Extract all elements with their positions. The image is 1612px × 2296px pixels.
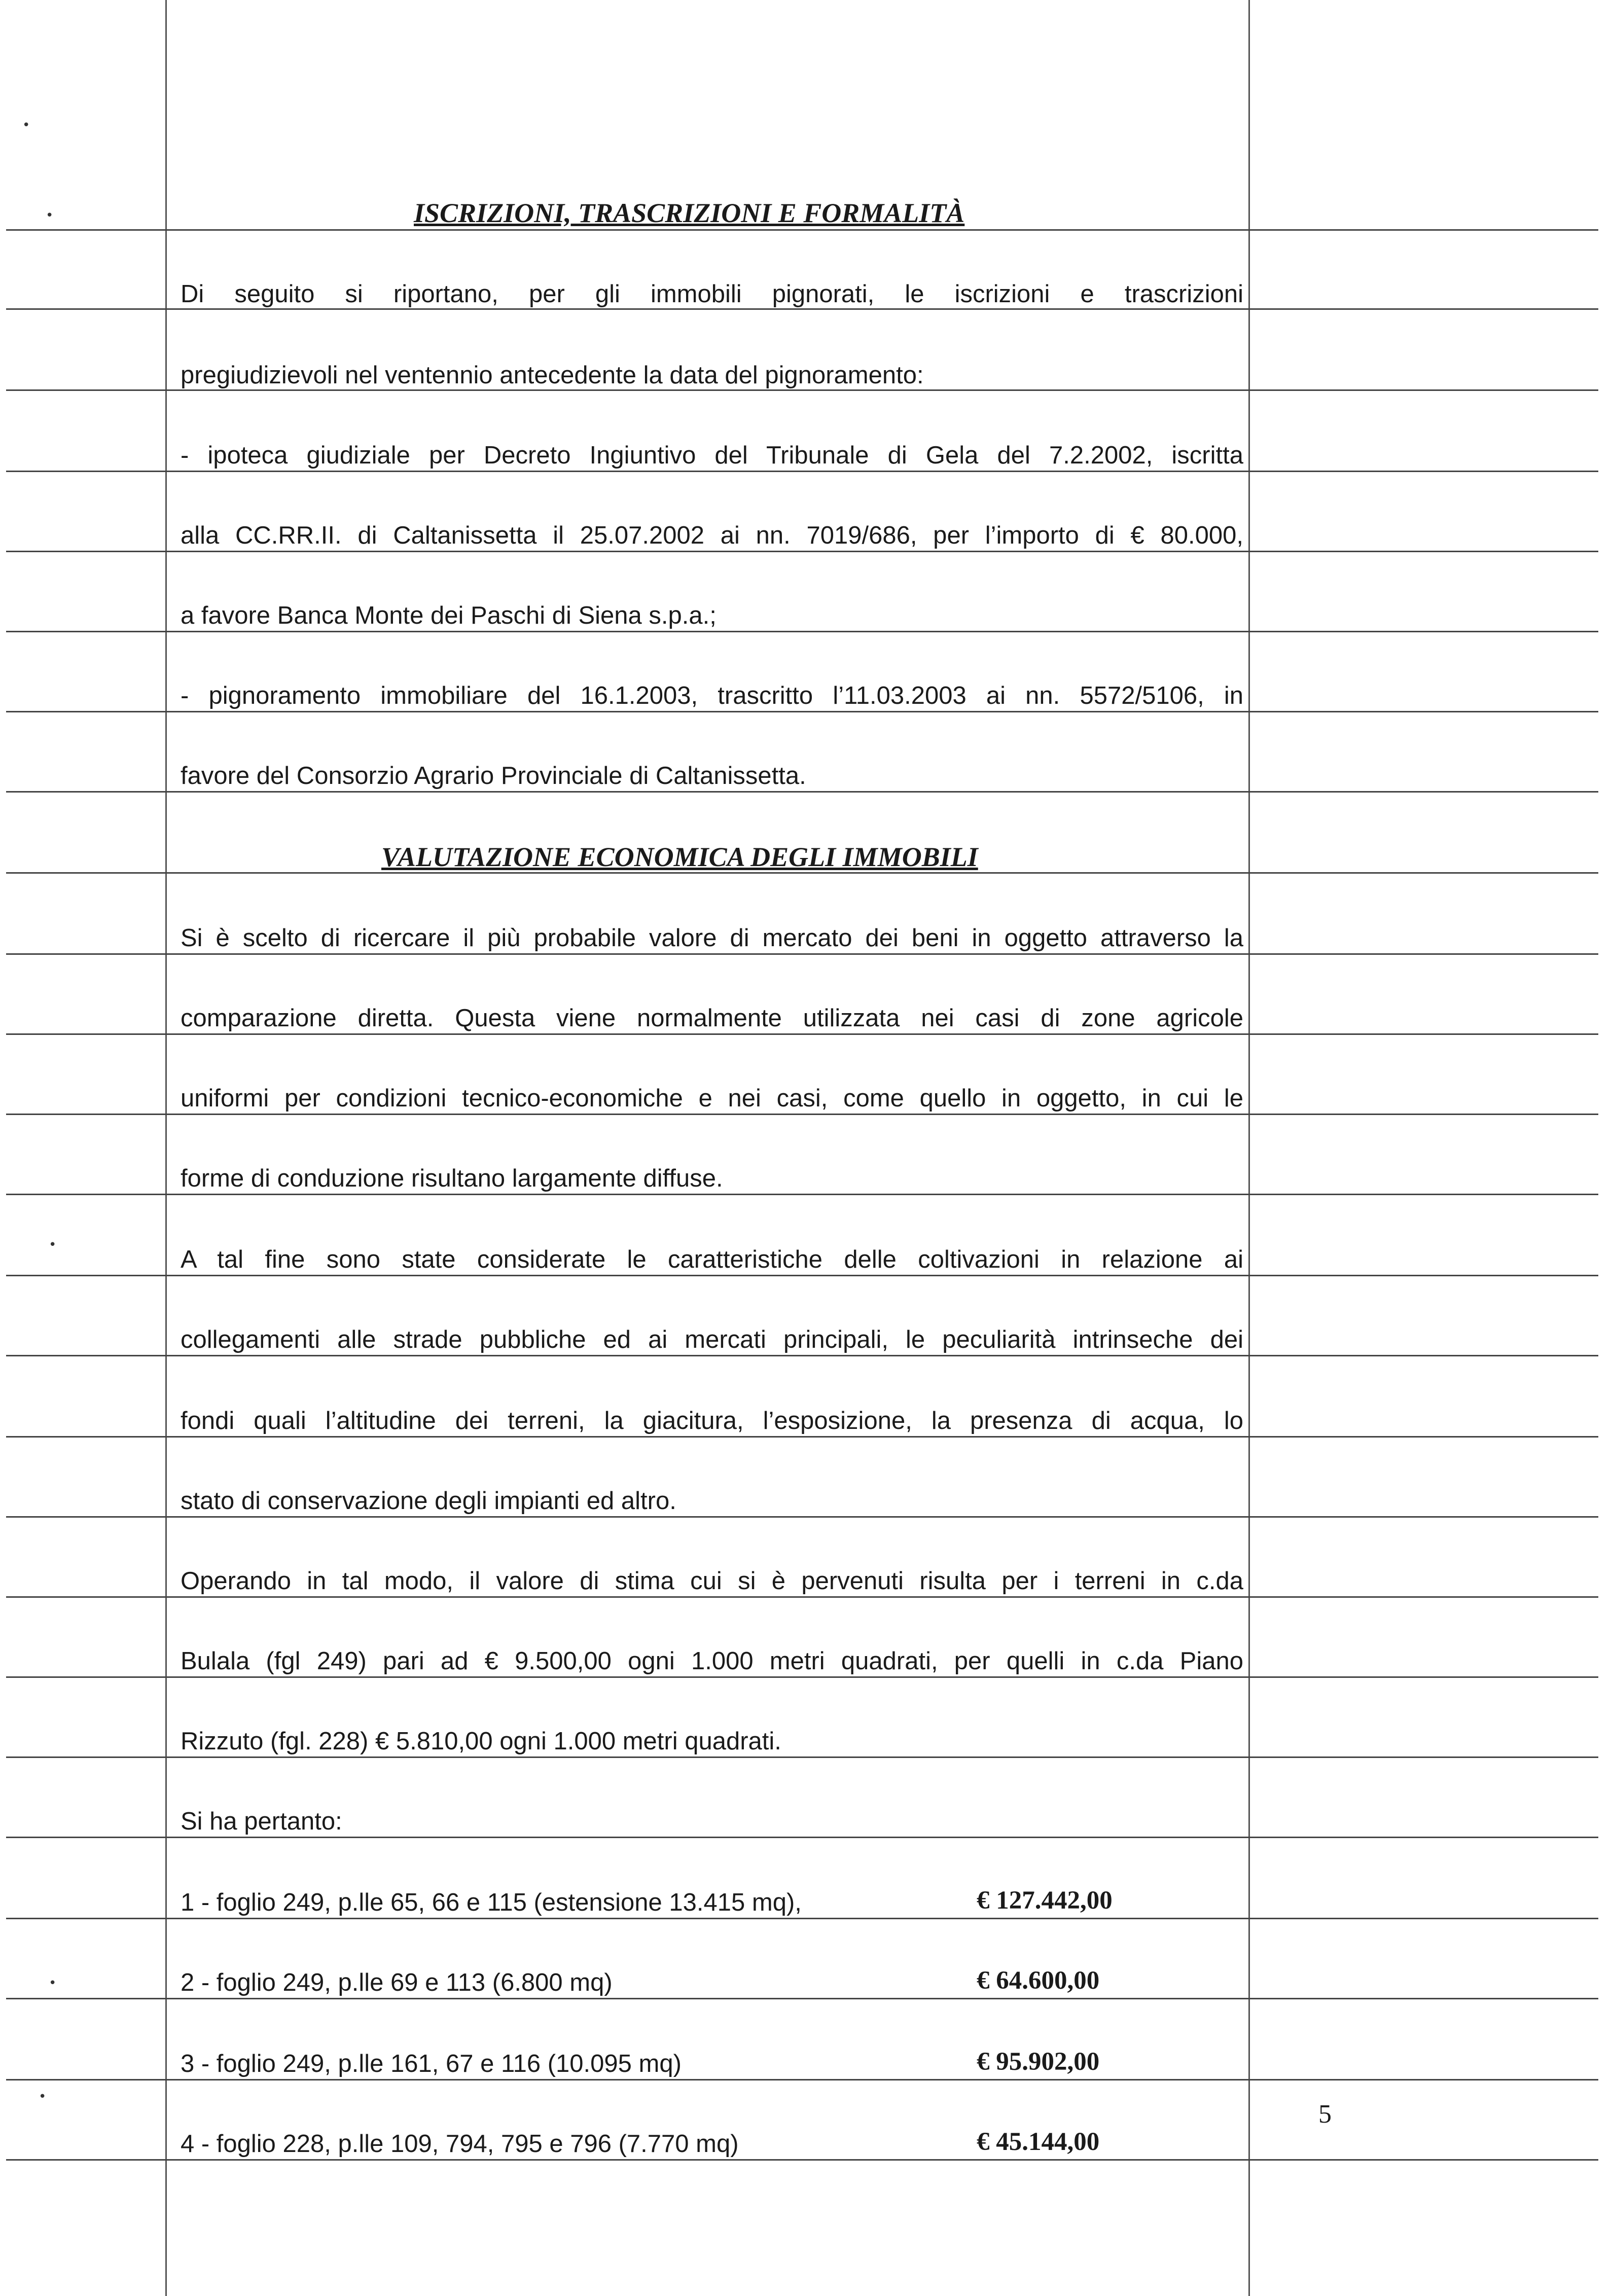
body-line: uniformi per condizioni tecnico-economiche e nei casi, come quello in oggetto, in cui le	[181, 1085, 1243, 1112]
section-heading-valutazione: VALUTAZIONE ECONOMICA DEGLI IMMOBILI	[381, 842, 978, 872]
valuation-item-desc: 4 - foglio 228, p.lle 109, 794, 795 e 796 (7.770 mq)	[181, 2130, 739, 2158]
body-line: alla CC.RR.II. di Caltanissetta il 25.07.2002 ai nn. 7019/686, per l’importo di € 80.000,	[181, 522, 1243, 549]
ruled-line	[6, 1918, 1598, 1919]
ruled-line	[6, 1436, 1598, 1438]
valuation-item-amount: € 95.902,00	[977, 2048, 1100, 2076]
body-line: Si ha pertanto:	[181, 1808, 342, 1835]
ruled-line	[6, 1676, 1598, 1678]
margin-mark: •	[49, 1976, 57, 1991]
ruled-line	[6, 2159, 1598, 2161]
ruled-line	[6, 471, 1598, 472]
body-line: Operando in tal modo, il valore di stima cui si è pervenuti risulta per i terreni in c.da	[181, 1567, 1243, 1595]
ruled-line	[6, 872, 1598, 874]
ruled-line	[6, 1194, 1598, 1195]
body-line: a favore Banca Monte dei Paschi di Siena s.p.a.;	[181, 602, 717, 629]
body-line: forme di conduzione risultano largamente diffuse.	[181, 1165, 723, 1192]
valuation-item-desc: 1 - foglio 249, p.lle 65, 66 e 115 (estensione 13.415 mq),	[181, 1889, 802, 1916]
section-heading-iscrizioni: ISCRIZIONI, TRASCRIZIONI E FORMALITÀ	[414, 198, 965, 228]
page-number: 5	[1318, 2100, 1332, 2129]
ruled-line	[6, 953, 1598, 955]
ruled-line	[6, 1596, 1598, 1598]
ruled-line	[6, 631, 1598, 632]
body-line: A tal fine sono state considerate le caratteristiche delle coltivazioni in relazione ai	[181, 1246, 1243, 1273]
valuation-item-amount: € 127.442,00	[977, 1886, 1113, 1915]
margin-mark: •	[39, 2089, 47, 2104]
valuation-item-amount: € 64.600,00	[977, 1966, 1100, 1995]
margin-mark: •	[46, 208, 54, 223]
body-line: Si è scelto di ricercare il più probabile valore di mercato dei beni in oggetto attraverso la	[181, 924, 1243, 952]
body-line: stato di conservazione degli impianti ed altro.	[181, 1487, 676, 1515]
ruled-line	[6, 1355, 1598, 1356]
valuation-item-desc: 2 - foglio 249, p.lle 69 e 113 (6.800 mq)	[181, 1969, 613, 1996]
ruled-line	[6, 791, 1598, 793]
ruled-line	[6, 229, 1598, 231]
ruled-line	[6, 1837, 1598, 1838]
ruled-line	[6, 2079, 1598, 2080]
ruled-line	[6, 711, 1598, 712]
body-line: fondi quali l’altitudine dei terreni, la giacitura, l’esposizione, la presenza di acqua, lo	[181, 1407, 1243, 1434]
ruled-line	[6, 1114, 1598, 1115]
body-line: collegamenti alle strade pubbliche ed ai mercati principali, le peculiarità intrinseche dei	[181, 1326, 1243, 1353]
valuation-item-desc: 3 - foglio 249, p.lle 161, 67 e 116 (10.095 mq)	[181, 2050, 682, 2077]
body-line: - ipoteca giudiziale per Decreto Ingiuntivo del Tribunale di Gela del 7.2.2002, iscritta	[181, 442, 1243, 469]
ruled-line	[6, 551, 1598, 552]
body-line: favore del Consorzio Agrario Provinciale di Caltanissetta.	[181, 762, 806, 790]
valuation-item-amount: € 45.144,00	[977, 2128, 1100, 2156]
body-line: Di seguito si riportano, per gli immobili pignorati, le iscrizioni e trascrizioni	[181, 280, 1243, 308]
body-line: Rizzuto (fgl. 228) € 5.810,00 ogni 1.000 metri quadrati.	[181, 1728, 781, 1755]
body-line: pregiudizievoli nel ventennio antecedente la data del pignoramento:	[181, 362, 924, 389]
ruled-line	[6, 1998, 1598, 1999]
ruled-line	[6, 1033, 1598, 1035]
margin-mark: •	[22, 118, 30, 133]
body-line: Bulala (fgl 249) pari ad € 9.500,00 ogni 1.000 metri quadrati, per quelli in c.da Piano	[181, 1647, 1243, 1675]
margin-mark: •	[49, 1237, 57, 1252]
ruled-line	[6, 1756, 1598, 1758]
body-line: - pignoramento immobiliare del 16.1.2003, trascritto l’11.03.2003 ai nn. 5572/5106, in	[181, 682, 1243, 709]
ruled-line	[6, 1275, 1598, 1276]
body-line: comparazione diretta. Questa viene normalmente utilizzata nei casi di zone agricole	[181, 1005, 1243, 1032]
right-margin-rule	[1248, 0, 1250, 2296]
left-margin-rule	[165, 0, 167, 2296]
ruled-line	[6, 1516, 1598, 1518]
